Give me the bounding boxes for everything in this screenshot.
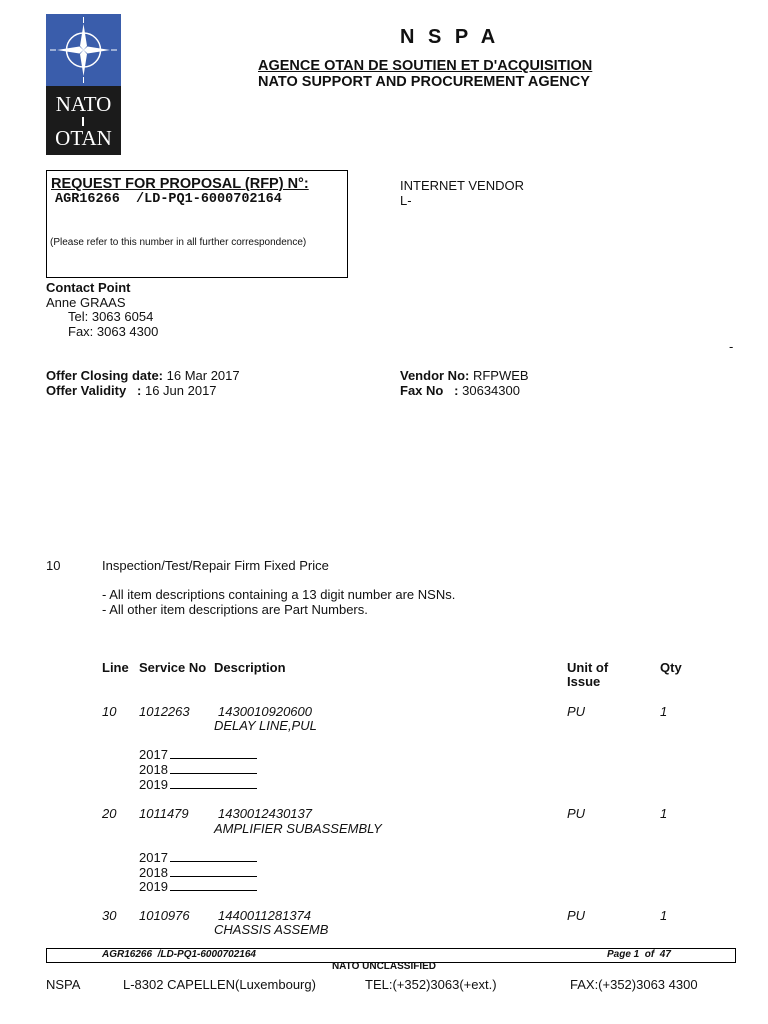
footer-org: NSPA [46, 977, 81, 992]
contact-name: Anne GRAAS [46, 295, 126, 310]
vendor-location: L- [400, 193, 412, 208]
vendor-type: INTERNET VENDOR [400, 178, 524, 193]
dash-mark: - [729, 339, 734, 354]
year-entry[interactable]: 2017 [139, 850, 257, 865]
footer-tel: TEL:(+352)3063(+ext.) [365, 977, 497, 992]
rfp-number: AGR16266 /LD-PQ1-6000702164 [55, 192, 282, 207]
row-nsn: 1440011281374 [218, 908, 312, 923]
org-short-name: N S P A [400, 26, 500, 48]
section-number: 10 [46, 558, 61, 573]
row-line: 20 [102, 806, 117, 821]
contact-tel: Tel: 3063 6054 [68, 309, 154, 324]
footer-fax: FAX:(+352)3063 4300 [570, 977, 698, 992]
classification-label: NATO UNCLASSIFIED [331, 961, 437, 972]
row-line: 30 [102, 908, 117, 923]
nato-compass-star-icon [46, 14, 121, 86]
row-nsn: 1430012430137 [218, 806, 312, 821]
footer-address: L-8302 CAPELLEN(Luxembourg) [123, 977, 316, 992]
section-note-part: - All other item descriptions are Part Numbers. [102, 602, 368, 617]
fax-number: Fax No : 30634300 [400, 383, 520, 398]
col-header-issue: Issue [567, 674, 601, 689]
row-unit: PU [567, 806, 586, 821]
row-service: 1012263 [139, 704, 190, 719]
org-name-fr: AGENCE OTAN DE SOUTIEN ET D'ACQUISITION [258, 58, 593, 74]
row-qty: 1 [660, 908, 668, 923]
nato-logo [46, 14, 121, 155]
vendor-number: Vendor No: RFPWEB [400, 368, 529, 383]
row-nsn: 1430010920600 [218, 704, 312, 719]
contact-fax: Fax: 3063 4300 [68, 324, 159, 339]
col-header-service: Service No [139, 660, 207, 675]
col-header-line: Line [102, 660, 129, 675]
org-name-en: NATO SUPPORT AND PROCUREMENT AGENCY [258, 74, 590, 90]
footer-page-number: Page 1 of 47 [607, 949, 671, 960]
year-entry[interactable]: 2019 [139, 777, 257, 792]
logo-nato-text: NATO [55, 92, 112, 116]
year-entry[interactable]: 2018 [139, 762, 257, 777]
rfp-title: REQUEST FOR PROPOSAL (RFP) N°: [51, 176, 309, 192]
footer-reference: AGR16266 /LD-PQ1-6000702164 [102, 949, 256, 960]
row-service: 1010976 [139, 908, 190, 923]
row-service: 1011479 [139, 806, 189, 821]
contact-heading: Contact Point [46, 280, 131, 295]
row-description: DELAY LINE,PUL [214, 718, 317, 733]
logo-otan-text: OTAN [55, 126, 112, 150]
row-qty: 1 [660, 806, 668, 821]
row-description: CHASSIS ASSEMB [214, 922, 329, 937]
row-line: 10 [102, 704, 117, 719]
row-unit: PU [567, 908, 586, 923]
row-unit: PU [567, 704, 586, 719]
row-description: AMPLIFIER SUBASSEMBLY [214, 821, 382, 836]
section-note-nsn: - All item descriptions containing a 13 digit number are NSNs. [102, 587, 456, 602]
year-entry[interactable]: 2018 [139, 865, 257, 880]
col-header-description: Description [214, 660, 286, 675]
section-title: Inspection/Test/Repair Firm Fixed Price [102, 558, 329, 573]
col-header-unit: Unit of [567, 660, 609, 675]
year-entry[interactable]: 2017 [139, 747, 257, 762]
row-qty: 1 [660, 704, 668, 719]
col-header-qty: Qty [660, 660, 682, 675]
year-entry[interactable]: 2019 [139, 879, 257, 894]
rfp-reference-note: (Please refer to this number in all further correspondence) [50, 237, 307, 248]
offer-closing: Offer Closing date: 16 Mar 2017 [46, 368, 240, 383]
offer-validity: Offer Validity : 16 Jun 2017 [46, 383, 217, 398]
